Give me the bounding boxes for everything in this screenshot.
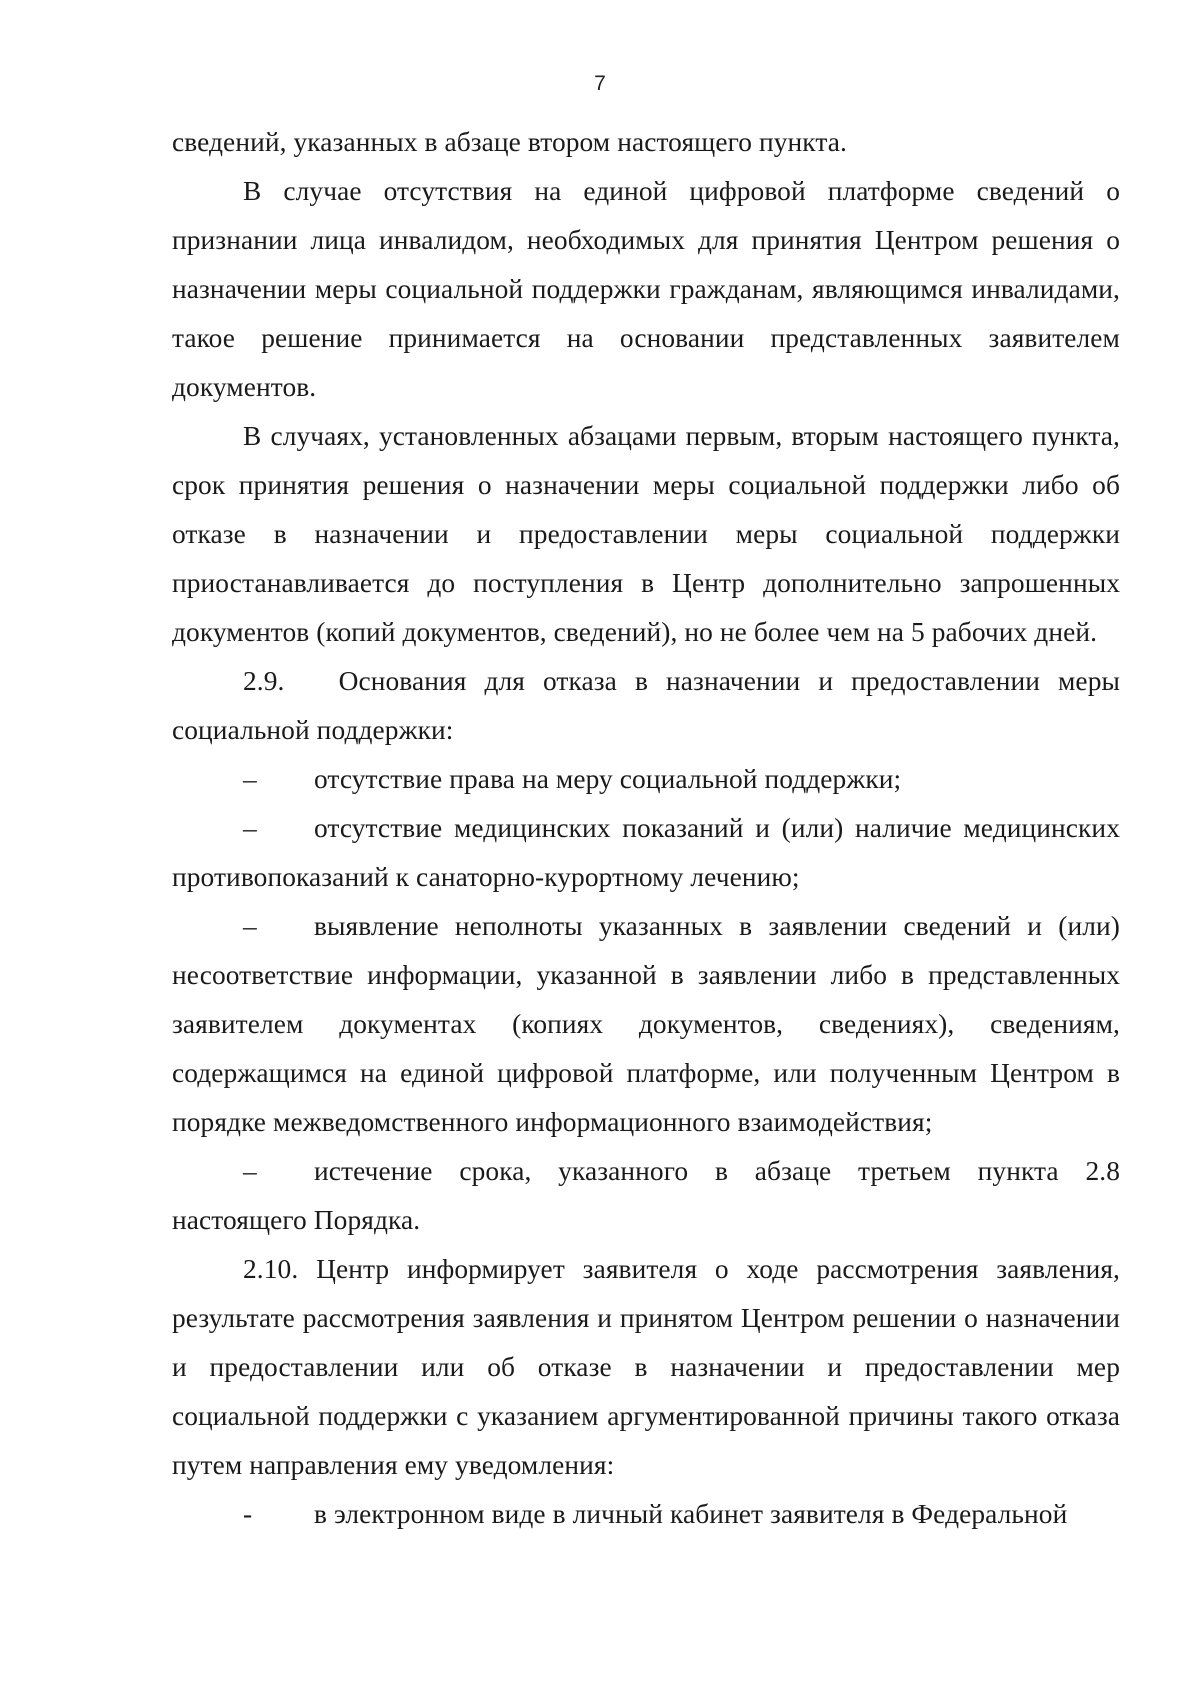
list-item [172,755,1120,804]
list-marker: – [243,813,257,843]
list-item [172,1490,1120,1539]
list-marker: - [243,1499,253,1529]
paragraph-2-10: 2.10. Центр информирует заявителя о ходе рассмотрения заявления, результате рассмотрения заявления и принятом Центром решении о назначении и предоставлении или об отказе в назначении и предоставлении мер социальной поддержки с указанием аргументированной причины такого отказа путем направления ему уведомления: [172,1254,1120,1480]
list-item-text: отсутствие права на меру социальной поддержки; [314,764,902,794]
list-item [172,902,1120,1147]
refusal-grounds-list [172,755,1120,1245]
list-item-text: выявление неполноты указанных в заявлении сведений и (или) несоответствие информации, указанной в заявлении либо в представленных заявителем документах (копиях документов, сведениях), сведениям, содержащимся на единой цифровой платформе, или полученным Центром в порядке межведомственного информационного взаимодействия; [172,911,1120,1137]
list-item-text: истечение срока, указанного в абзаце третьем пункта 2.8 настоящего Порядка. [172,1156,1120,1235]
list-item-text: отсутствие медицинских показаний и (или) наличие медицинских противопоказаний к санаторно-курортному лечению; [172,813,1120,892]
paragraph-3: В случаях, установленных абзацами первым, вторым настоящего пункта, срок принятия решения о назначении меры социальной поддержки либо об отказе в назначении и предоставлении меры социальной поддержки приостанавливается до поступления в Центр дополнительно запрошенных документов (копий документов, сведений), но не более чем на 5 рабочих дней. [172,421,1120,647]
list-marker: – [243,764,257,794]
list-marker: – [243,1156,257,1186]
list-item [172,804,1120,902]
paragraph-2-9: 2.9. Основания для отказа в назначении и предоставлении меры социальной поддержки: [172,666,1127,745]
paragraph-1: сведений, указанных в абзаце втором настоящего пункта. [172,127,847,157]
list-item-text: в электронном виде в личный кабинет заявителя в Федеральной [314,1499,1068,1529]
page-number: 7 [594,72,606,95]
list-marker: – [243,911,257,941]
document-body [172,118,1127,1539]
list-item [172,1147,1120,1245]
notification-methods-list [172,1490,1120,1539]
paragraph-2: В случае отсутствия на единой цифровой платформе сведений о признании лица инвалидом, необходимых для принятия Центром решения о назначении меры социальной поддержки гражданам, являющимся инвалидами, такое решение принимается на основании представленных заявителем документов. [172,176,1120,402]
